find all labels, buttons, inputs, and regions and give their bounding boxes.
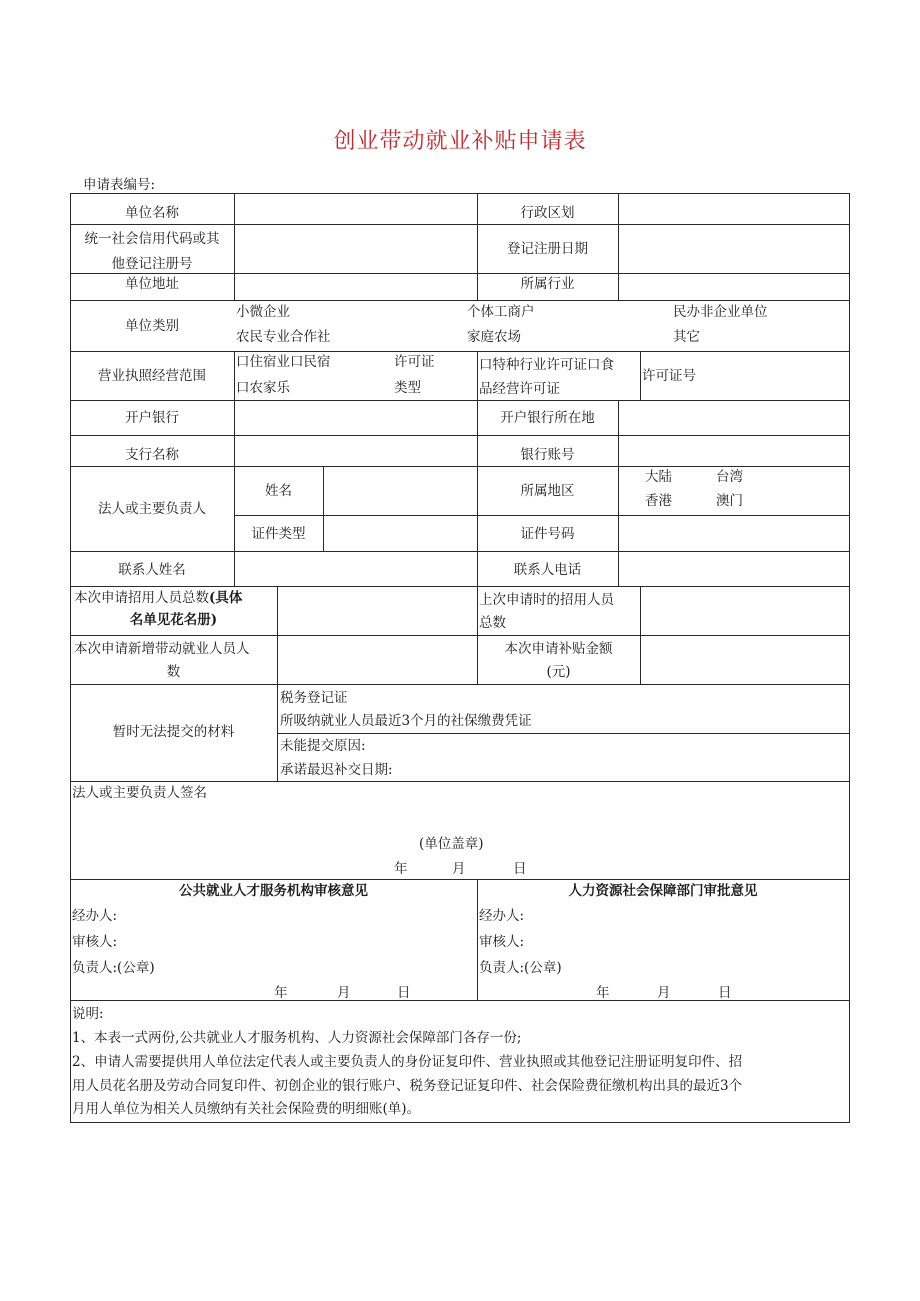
license-type-label-line1: 许可证	[394, 354, 435, 370]
left-reviewer-label: 审核人:	[72, 934, 118, 950]
bank-location-field[interactable]	[619, 401, 849, 435]
license-number-field[interactable]	[710, 352, 849, 400]
reg-date-label: 登记注册日期	[507, 241, 588, 257]
current-total-label-bold: (具体	[209, 590, 243, 606]
current-total-label-line2: 名单见花名册)	[129, 612, 218, 628]
left-responsible-label: 负责人:(公章)	[72, 960, 155, 976]
region-option-macau[interactable]: 澳门	[716, 493, 743, 509]
industry-field[interactable]	[619, 274, 849, 300]
license-type-label-line2: 类型	[394, 380, 421, 396]
branch-field[interactable]	[235, 436, 476, 466]
credit-code-label-line2: 他登记注册号	[111, 256, 193, 272]
unit-seal-label: (单位盖章)	[419, 836, 484, 852]
id-number-label: 证件号码	[520, 526, 575, 542]
license-option-special-line2: 品经营许可证	[479, 381, 560, 397]
credit-code-field[interactable]	[235, 225, 476, 273]
reg-date-field[interactable]	[619, 225, 849, 273]
last-total-field[interactable]	[641, 587, 849, 635]
current-total-label-text: 本次申请招用人员总数	[74, 590, 209, 606]
form-number-label: 申请表编号:	[83, 177, 156, 193]
left-handler-label: 经办人:	[72, 908, 118, 924]
legal-name-label: 姓名	[265, 483, 292, 499]
id-number-field[interactable]	[619, 516, 849, 551]
legal-rep-label: 法人或主要负责人	[98, 501, 206, 517]
right-reviewer-label: 审核人:	[479, 934, 525, 950]
id-type-label: 证件类型	[251, 526, 306, 542]
credit-code-label-line1: 统一社会信用代码或其	[84, 231, 220, 247]
notes-heading: 说明:	[72, 1006, 104, 1022]
signature-field[interactable]	[72, 805, 848, 831]
signature-year: 年	[394, 861, 408, 877]
category-option-private-non-enterprise[interactable]: 民办非企业单位	[673, 304, 768, 320]
legal-name-field[interactable]	[324, 467, 476, 515]
hr-approval-title: 人力资源社会保障部门审批意见	[568, 883, 758, 899]
notes-line-2b: 用人员花名册及劳动合同复印件、初创企业的银行账户、税务登记证复印件、社会保险费征缴机构出具的最近3个	[72, 1078, 743, 1094]
category-option-family-farm[interactable]: 家庭农场	[467, 329, 521, 345]
account-field[interactable]	[619, 436, 849, 466]
region-option-hongkong[interactable]: 香港	[645, 493, 672, 509]
reason-field[interactable]	[380, 735, 848, 757]
right-month: 月	[657, 985, 671, 1001]
last-total-label-line1: 上次申请时的招用人员	[479, 592, 614, 608]
legal-region-label: 所属地区	[520, 483, 575, 499]
region-field[interactable]	[619, 194, 849, 224]
left-month: 月	[337, 985, 351, 1001]
unit-name-label: 单位名称	[125, 205, 179, 221]
contact-phone-label: 联系人电话	[513, 562, 582, 578]
category-option-farmer-cooperative[interactable]: 农民专业合作社	[236, 329, 331, 345]
current-total-label-line1	[74, 588, 242, 608]
right-responsible-label: 负责人:(公章)	[479, 960, 562, 976]
left-day: 日	[397, 985, 411, 1001]
signature-day: 日	[513, 861, 527, 877]
notes-line-2c: 月用人单位为相关人员缴纳有关社会保险费的明细账(单)。	[72, 1101, 421, 1117]
new-count-field[interactable]	[278, 636, 476, 684]
right-handler-label: 经办人:	[479, 908, 525, 924]
region-option-mainland[interactable]: 大陆	[645, 469, 672, 485]
deadline-field[interactable]	[410, 759, 848, 781]
amount-label-line2: (元)	[546, 664, 571, 680]
current-total-field[interactable]	[278, 587, 476, 635]
material-tax-registration: 税务登记证	[280, 690, 348, 706]
right-day: 日	[718, 985, 732, 1001]
account-label: 银行账号	[520, 447, 575, 463]
new-count-label-line1: 本次申请新增带动就业人员人	[74, 641, 250, 657]
category-option-small-micro[interactable]: 小微企业	[236, 304, 290, 320]
bank-location-label: 开户银行所在地	[500, 410, 595, 426]
license-option-lodging[interactable]: 口住宿业口民宿	[236, 354, 331, 370]
contact-name-field[interactable]	[235, 552, 476, 586]
region-label: 行政区划	[520, 205, 575, 221]
bank-label: 开户银行	[125, 410, 179, 426]
deadline-label: 承诺最迟补交日期:	[280, 762, 393, 778]
industry-label: 所属行业	[520, 276, 575, 292]
region-option-taiwan[interactable]: 台湾	[716, 469, 743, 485]
address-label: 单位地址	[125, 276, 179, 292]
amount-field[interactable]	[641, 636, 849, 684]
license-option-special-line1[interactable]: 口特种行业许可证口食	[479, 357, 614, 373]
bank-field[interactable]	[235, 401, 476, 435]
address-field[interactable]	[235, 274, 476, 300]
public-employment-review-title: 公共就业人才服务机构审核意见	[179, 883, 368, 899]
materials-label: 暂时无法提交的材料	[112, 724, 235, 740]
license-scope-label: 营业执照经营范围	[98, 368, 206, 384]
category-option-other[interactable]: 其它	[673, 329, 700, 345]
signature-label: 法人或主要负责人签名	[72, 785, 207, 801]
notes-line-1: 1、本表一式两份,公共就业人才服务机构、人力资源社会保障部门各存一份;	[72, 1030, 522, 1046]
form-title: 创业带动就业补贴申请表	[333, 129, 587, 154]
signature-month: 月	[452, 861, 466, 877]
new-count-label-line2: 数	[166, 664, 181, 680]
license-number-label: 许可证号	[642, 368, 696, 384]
notes-line-2a: 2、申请人需要提供用人单位法定代表人或主要负责人的身份证复印件、营业执照或其他登记注册证明复印件、招	[72, 1054, 743, 1070]
last-total-label-line2: 总数	[479, 615, 506, 631]
category-label: 单位类别	[125, 318, 179, 334]
branch-label: 支行名称	[125, 447, 179, 463]
left-year: 年	[274, 985, 288, 1001]
category-option-individual-business[interactable]: 个体工商户	[467, 304, 535, 320]
contact-name-label: 联系人姓名	[118, 562, 186, 578]
id-type-field[interactable]	[324, 516, 476, 551]
amount-label-line1: 本次申请补贴金额	[504, 641, 613, 657]
unit-name-field[interactable]	[235, 194, 476, 224]
reason-label: 未能提交原因:	[280, 738, 366, 754]
license-option-farmhouse[interactable]: 口农家乐	[236, 380, 290, 396]
contact-phone-field[interactable]	[619, 552, 849, 586]
right-year: 年	[596, 985, 610, 1001]
material-social-security-proof: 所吸纳就业人员最近3个月的社保缴费凭证	[280, 713, 532, 729]
